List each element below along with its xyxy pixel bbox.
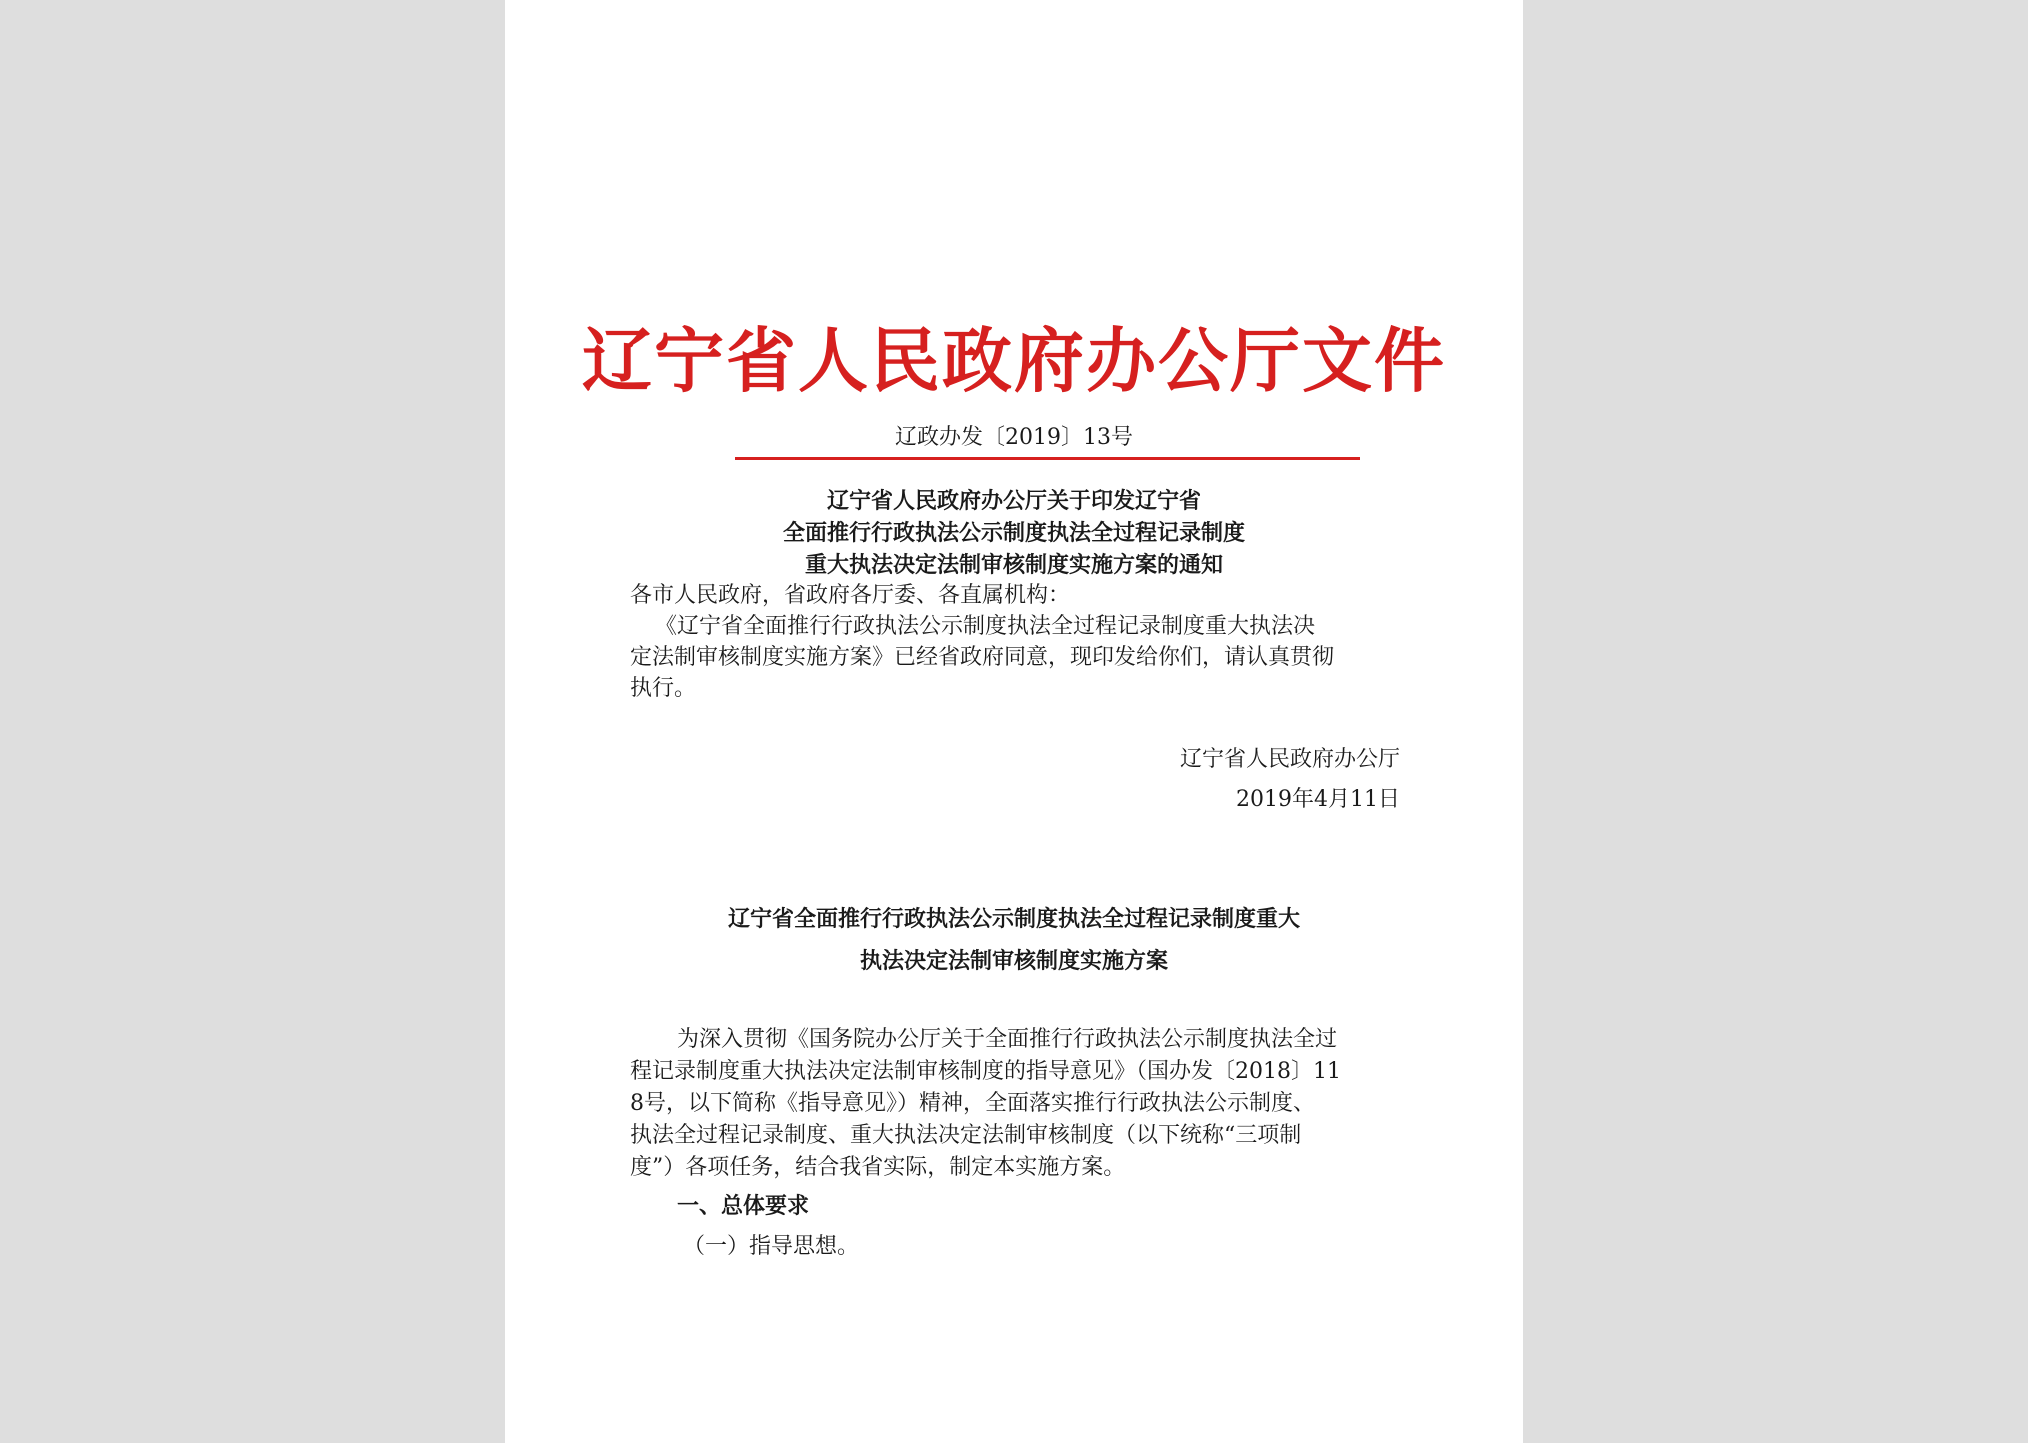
document-header-title: 辽宁省人民政府办公厅文件 [582,319,1446,402]
issue-date: 2019年4月11日 [1236,787,1400,812]
plan-intro-line-2: 程记录制度重大执法决定法制审核制度的指导意见》（国办发〔2018〕11 [630,1059,1341,1084]
salutation: 各市人民政府，省政府各厅委、各直属机构： [630,583,1071,608]
subsection-heading: （一）指导思想。 [683,1234,860,1259]
notice-title-line-3: 重大执法决定法制审核制度实施方案的通知 [804,553,1223,578]
plan-intro-line-3: 8号，以下简称《指导意见》）精神，全面落实推行行政执法公示制度、 [630,1091,1315,1116]
plan-title-line-1: 辽宁省全面推行行政执法公示制度执法全过程记录制度重大 [727,907,1300,932]
plan-intro-line-5: 度”）各项任务，结合我省实际，制定本实施方案。 [630,1155,1126,1180]
plan-title-line-2: 执法决定法制审核制度实施方案 [859,949,1168,974]
notice-title-line-2: 全面推行行政执法公示制度执法全过程记录制度 [782,521,1245,546]
plan-intro-line-4: 执法全过程记录制度、重大执法决定法制审核制度（以下统称“三项制 [630,1123,1302,1148]
document-number: 辽政办发〔2019〕13号 [895,425,1133,450]
document-page [505,0,1523,1443]
red-divider-line [735,457,1360,460]
notice-body-line-2: 定法制审核制度实施方案》已经省政府同意，现印发给你们，请认真贯彻 [630,645,1335,670]
notice-body-line-1: 《辽宁省全面推行行政执法公示制度执法全过程记录制度重大执法决 [655,614,1316,639]
signature: 辽宁省人民政府办公厅 [1179,747,1400,772]
notice-title-line-1: 辽宁省人民政府办公厅关于印发辽宁省 [826,489,1201,514]
section-heading: 一、总体要求 [677,1194,810,1219]
plan-intro-line-1: 为深入贯彻《国务院办公厅关于全面推行行政执法公示制度执法全过 [677,1027,1338,1052]
notice-body-line-3: 执行。 [630,676,697,701]
